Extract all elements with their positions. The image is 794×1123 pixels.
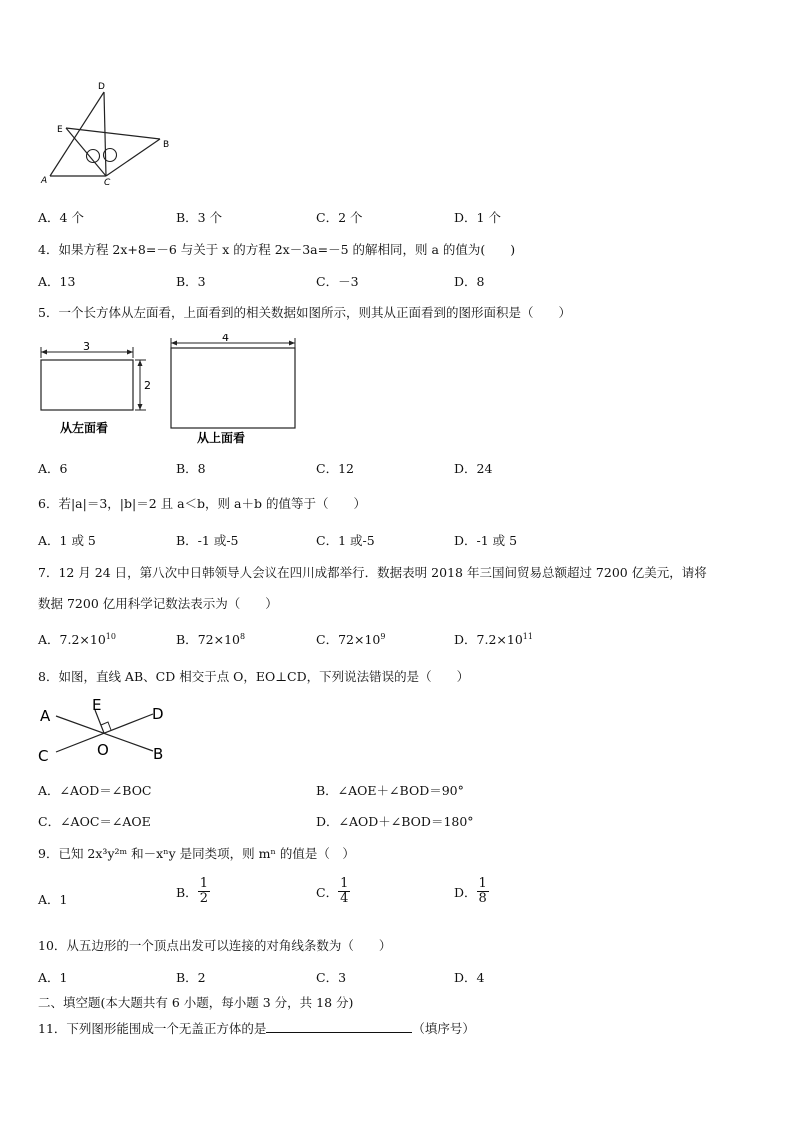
label-D: D (98, 82, 105, 92)
label-D: D (152, 705, 164, 723)
label-A: A (40, 707, 51, 725)
q7-option-b-base: 72×10 (197, 632, 240, 647)
q5-option-b[interactable]: B．8 (176, 461, 206, 476)
left-view-rect (41, 360, 133, 410)
q4-option-d[interactable]: D．8 (454, 274, 485, 289)
q7-option-a[interactable] (38, 630, 116, 648)
q8-option-d[interactable]: D．∠AOD＋∠BOD＝180° (316, 814, 474, 829)
q11-stem (38, 1019, 475, 1037)
q8-stem: 8．如图，直线 AB、CD 相交于点 O，EO⊥CD，下列说法错误的是（ ） (38, 669, 470, 684)
q5-figure (34, 334, 314, 446)
q9-option-c-fraction (338, 877, 350, 907)
q6-stem: 6．若|a|＝3，|b|＝2 且 a＜b，则 a＋b 的值等于（ ） (38, 496, 366, 511)
top-view-caption: 从上面看 (197, 431, 246, 445)
q4-option-a[interactable]: A．13 (38, 274, 76, 289)
q10-option-b[interactable]: B．2 (176, 970, 206, 985)
q7-stem-line1: 7．12 月 24 日，第八次中日韩领导人会议在四川成都举行．数据表明 2018 年三国间贸易总额超过 7200 亿美元，请将 (38, 565, 707, 580)
q10-option-a[interactable]: A．1 (38, 970, 68, 985)
q7-option-c-base: 72×10 (338, 632, 381, 647)
q3-option-a[interactable]: A．4 个 (38, 210, 84, 225)
top-view-width-label: 4 (222, 334, 229, 344)
q9-option-d-fraction (477, 877, 489, 907)
q8-option-a[interactable]: A．∠AOD＝∠BOC (38, 783, 152, 798)
q9-option-c-denominator: 4 (340, 891, 349, 907)
q10-stem: 10．从五边形的一个顶点出发可以连接的对角线条数为（ ） (38, 938, 392, 953)
q6-option-b[interactable]: B．-1 或-5 (176, 533, 239, 548)
q9-option-b-denominator: 2 (199, 891, 208, 907)
q5-option-a[interactable]: A．6 (38, 461, 68, 476)
q3-figure (38, 80, 178, 190)
q9-option-d-label: D． (454, 884, 477, 900)
q9-option-c-numerator: 1 (340, 876, 349, 891)
label-B: B (163, 140, 170, 150)
q8-figure (36, 694, 176, 766)
q7-option-c-exp: 9 (380, 631, 386, 641)
label-E: E (57, 125, 63, 135)
q3-option-d[interactable]: D．1 个 (454, 210, 501, 225)
q9-option-c-label: C． (316, 884, 339, 900)
q11-text-after: （填序号） (412, 1021, 475, 1036)
left-view-width-label: 3 (83, 340, 90, 353)
q7-stem-line2: 数据 7200 亿用科学记数法表示为（ ） (38, 596, 278, 611)
q7-option-a-exp: 10 (105, 631, 116, 641)
label-O: O (97, 741, 109, 759)
q9-option-a-label: A．1 (38, 892, 68, 907)
q8-option-c[interactable]: C．∠AOC＝∠AOE (38, 814, 151, 829)
q9-option-b-label: B． (176, 884, 198, 900)
q11-text-before: 11．下列图形能围成一个无盖正方体的是 (38, 1021, 267, 1036)
left-view-caption: 从左面看 (60, 421, 109, 435)
q3-option-b[interactable]: B．3 个 (176, 210, 223, 225)
q9-option-b-numerator: 1 (199, 876, 208, 891)
segment-BC (106, 139, 160, 176)
q7-option-b-label: B． (176, 632, 198, 647)
q7-option-d[interactable] (454, 630, 533, 648)
label-B: B (153, 745, 164, 763)
q5-option-d[interactable]: D．24 (454, 461, 493, 476)
q4-option-b[interactable]: B．3 (176, 274, 206, 289)
left-view-height-label: 2 (144, 379, 151, 392)
q4-option-c[interactable]: C．－3 (316, 274, 359, 289)
q4-stem: 4．如果方程 2x+8=－6 与关于 x 的方程 2x－3a=－5 的解相同，则 a 的值为( ) (38, 242, 516, 257)
q6-option-a[interactable]: A．1 或 5 (38, 533, 96, 548)
top-view-rect (171, 348, 295, 428)
q9-option-a[interactable] (38, 890, 67, 908)
q9-option-d[interactable] (454, 877, 489, 907)
segment-EC (66, 128, 106, 176)
label-E: E (92, 696, 102, 714)
q7-option-b[interactable] (176, 630, 245, 648)
q7-option-d-base: 7.2×10 (476, 632, 523, 647)
q9-option-c[interactable] (316, 877, 350, 907)
q7-option-a-label: A． (38, 632, 60, 647)
label-C: C (38, 747, 49, 765)
q9-option-b-fraction (198, 877, 210, 907)
section2-heading: 二、填空题(本大题共有 6 小题，每小题 3 分，共 18 分) (38, 995, 354, 1010)
q10-option-d[interactable]: D．4 (454, 970, 485, 985)
q9-option-d-denominator: 8 (478, 891, 487, 907)
q10-option-c[interactable]: C．3 (316, 970, 347, 985)
q6-option-c[interactable]: C．1 或-5 (316, 533, 375, 548)
q3-option-c[interactable]: C．2 个 (316, 210, 363, 225)
q9-stem: 9．已知 2x³y²ᵐ 和－xⁿy 是同类项，则 mⁿ 的值是（ ） (38, 846, 355, 861)
q7-option-d-label: D． (454, 632, 477, 647)
q11-answer-blank[interactable] (266, 1020, 412, 1033)
q7-option-b-exp: 8 (239, 631, 246, 641)
q7-option-d-exp: 11 (522, 631, 533, 641)
q7-option-c[interactable] (316, 630, 385, 648)
segment-DC (104, 92, 106, 176)
label-C: C (104, 178, 111, 188)
q7-option-c-label: C． (316, 632, 339, 647)
q5-option-c[interactable]: C．12 (316, 461, 354, 476)
q5-stem: 5．一个长方体从左面看，上面看到的相关数据如图所示，则其从正面看到的图形面积是（ ） (38, 305, 571, 320)
q6-option-d[interactable]: D．-1 或 5 (454, 533, 518, 548)
label-A: A (41, 176, 48, 186)
q9-option-d-numerator: 1 (478, 876, 487, 891)
q9-option-b[interactable] (176, 877, 210, 907)
q8-option-b[interactable]: B．∠AOE＋∠BOD＝90° (316, 783, 464, 798)
q7-option-a-base: 7.2×10 (59, 632, 106, 647)
